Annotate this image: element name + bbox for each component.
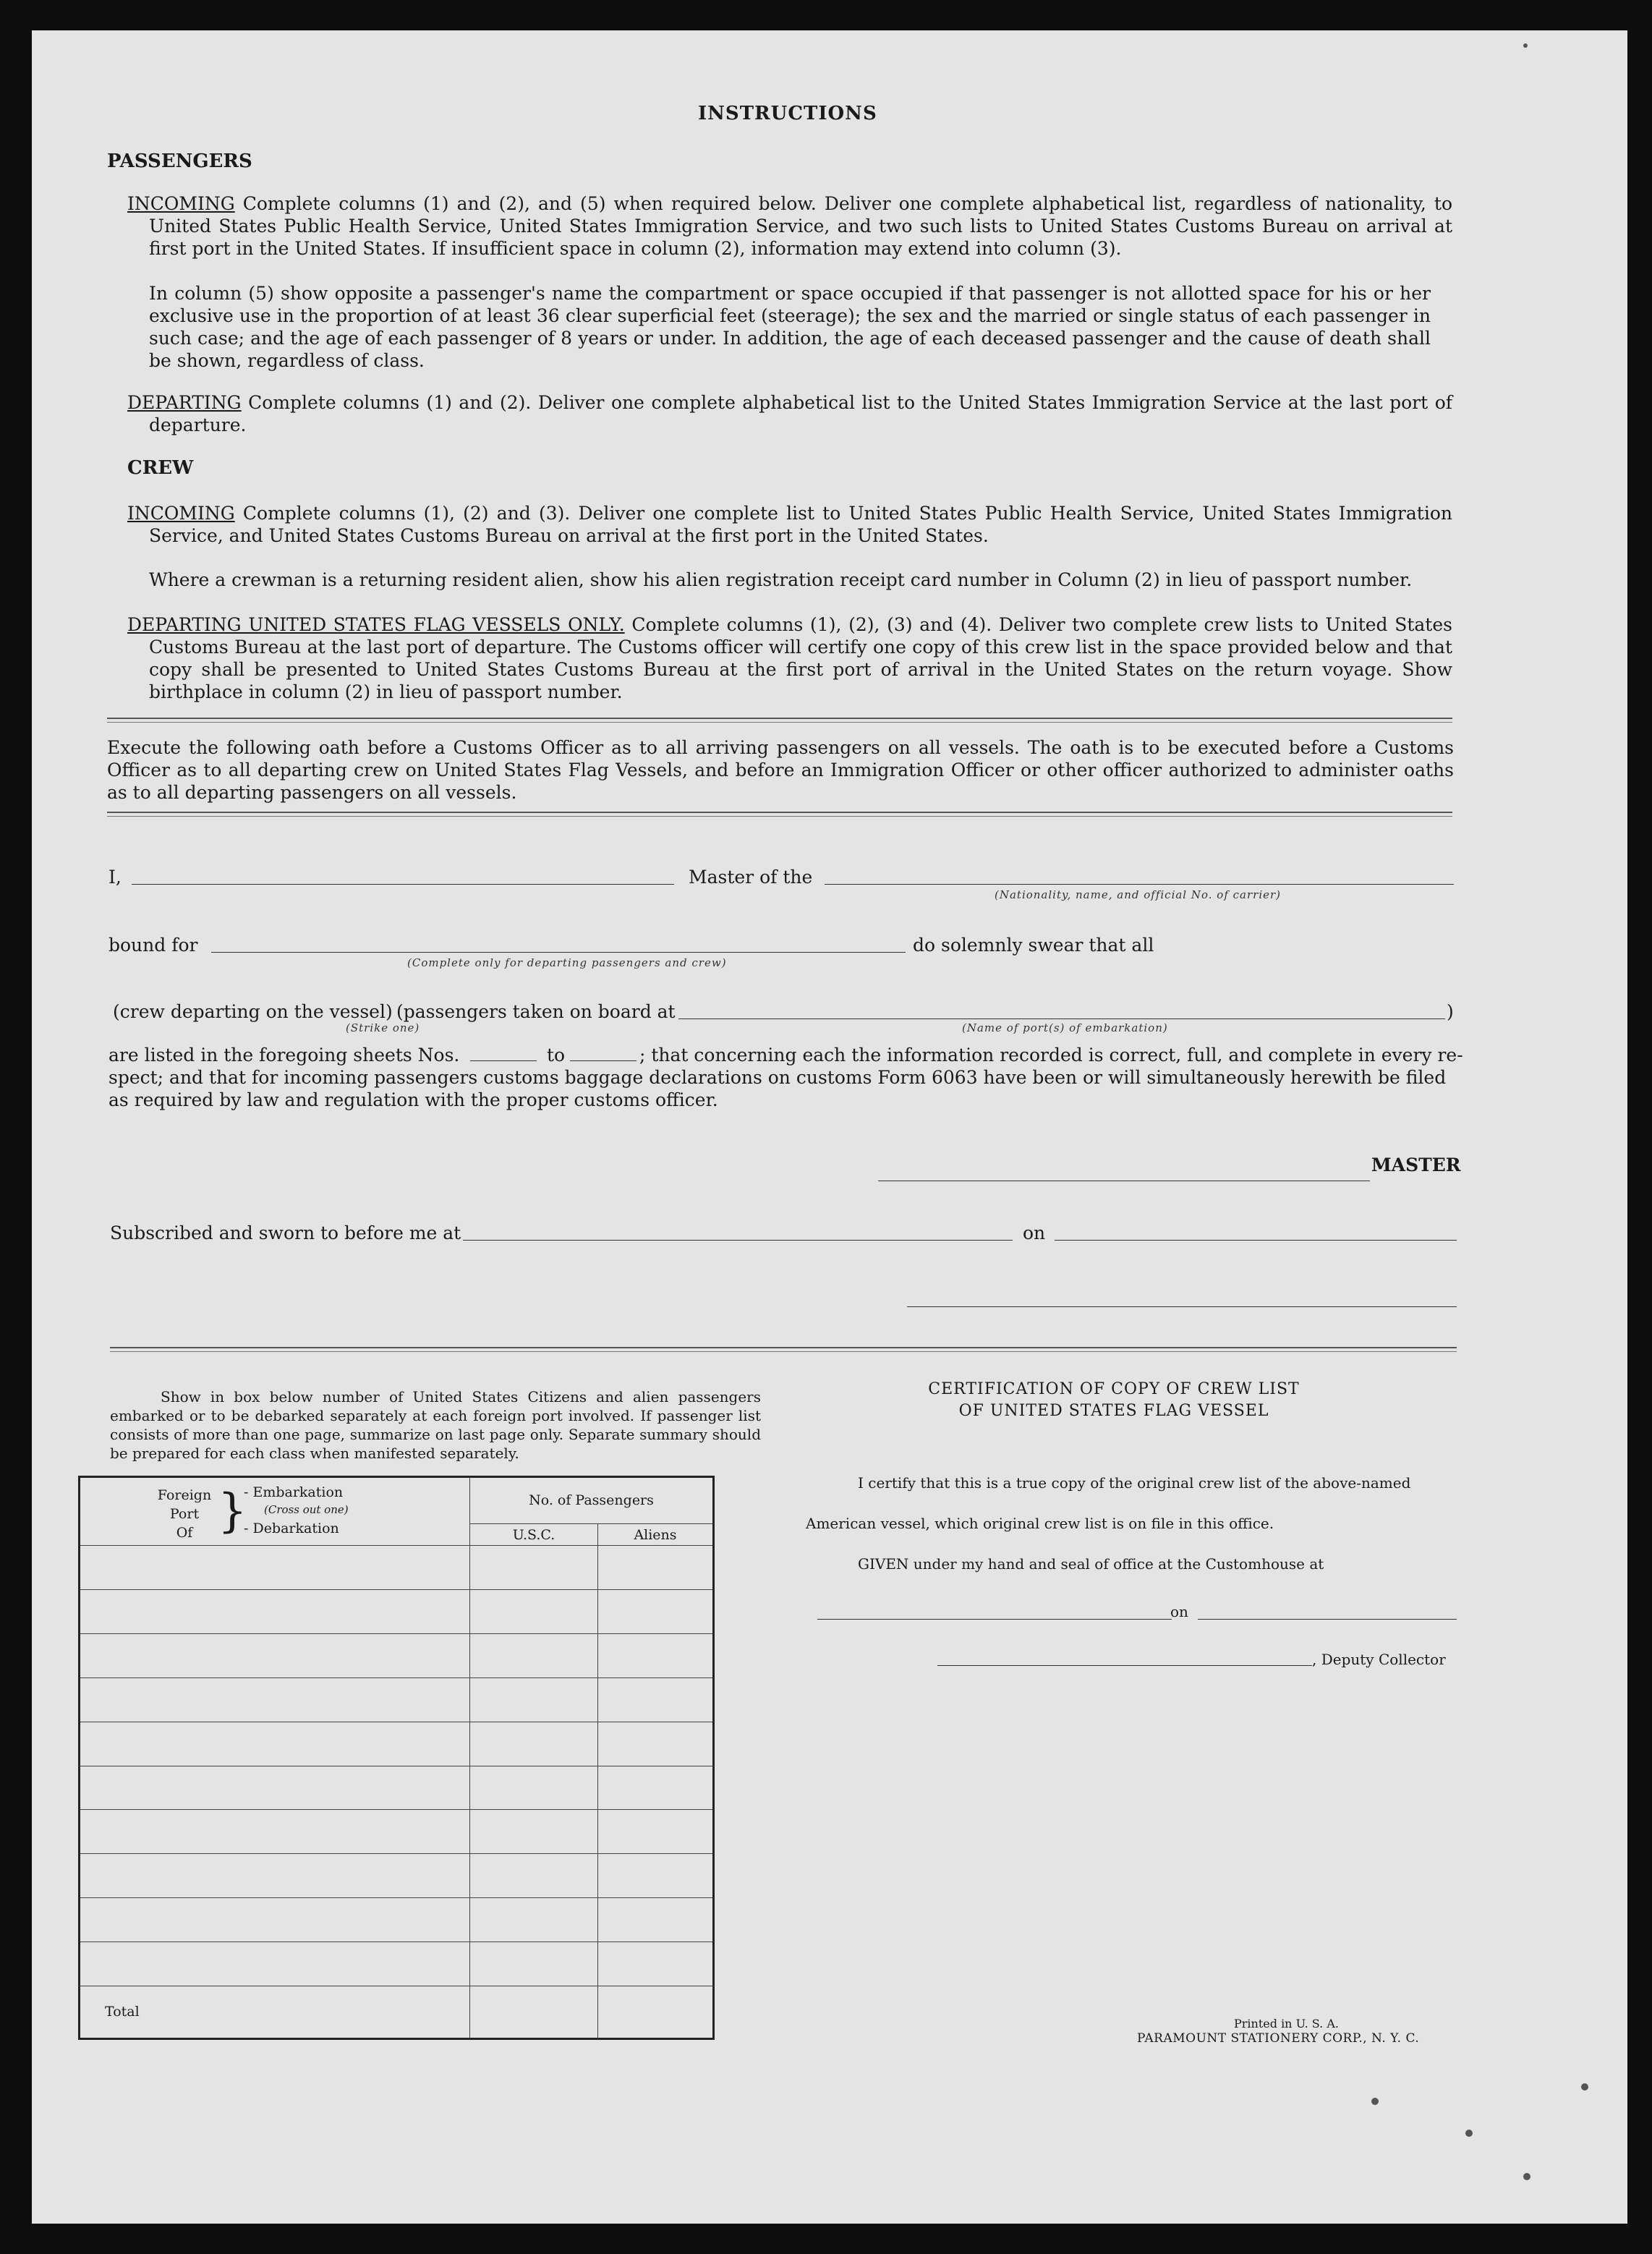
usc-cell[interactable] (470, 1590, 598, 1634)
embarkation-ports-field[interactable] (678, 1018, 1445, 1019)
divider (110, 1347, 1457, 1348)
customhouse-field[interactable] (817, 1619, 1172, 1620)
crewman-instruction: Where a crewman is a returning resident alien, show his alien registration receipt card number in Column (2) in lieu of passport number. (149, 569, 1413, 590)
summary-instruction: Show in box below number of United States Citizens and alien passengers embarked or to be debarked separately at each foreign port involved. If passenger list consists of more than one page, summarize on last page only. Separate summary should be prepared for each class when manifested separately. (110, 1388, 761, 1462)
scan-speck (1371, 2098, 1379, 2105)
table-row[interactable] (80, 1810, 470, 1854)
departing-lead: DEPARTING (127, 392, 242, 413)
scan-speck (1523, 2173, 1530, 2180)
table-row[interactable] (80, 1634, 470, 1678)
incoming-lead: INCOMING (127, 193, 235, 214)
listed-rest-line3: as required by law and regulation with the proper customs officer. (108, 1089, 718, 1110)
sheet-from-field[interactable] (470, 1060, 537, 1061)
close-paren: ) (1447, 1001, 1454, 1022)
certify-line-1: I certify that this is a true copy of the original crew list of the above-named (858, 1474, 1411, 1492)
bound-for-label: bound for (108, 935, 198, 956)
divider (107, 812, 1452, 813)
carrier-hint: (Nationality, name, and official No. of carrier) (995, 888, 1282, 901)
of-word: Of (176, 1524, 193, 1541)
debarkation-label: - Debarkation (244, 1520, 339, 1536)
oath-i-label: I, (108, 867, 122, 888)
usc-cell[interactable] (470, 1854, 598, 1898)
scan-speck (1465, 2130, 1473, 2137)
aliens-header: Aliens (598, 1523, 714, 1545)
total-usc-cell[interactable] (470, 1986, 598, 2038)
aliens-cell[interactable] (598, 1898, 714, 1942)
deputy-collector-label: , Deputy Collector (1312, 1651, 1446, 1668)
sworn-place-field[interactable] (463, 1240, 1013, 1241)
usc-cell[interactable] (470, 1634, 598, 1678)
column5-instruction: In column (5) show opposite a passenger's name the compartment or space occupied if that passenger is not allotted space for his or her exclusive use in the proportion of at least 36 clear superficial feet (steerage); the sex and the married or single status of each passenger in such case; and the age of each passenger of 8 years or under. In addition, the age of each deceased passenger and the cause of death shall be shown, regardless of class. (149, 283, 1431, 371)
port-word: Port (169, 1505, 200, 1522)
sworn-date-field[interactable] (1055, 1240, 1457, 1241)
scan-speck (1523, 43, 1528, 48)
total-label: Total (80, 1986, 470, 2038)
table-row[interactable] (80, 1677, 470, 1722)
aliens-cell[interactable] (598, 1590, 714, 1634)
divider (107, 816, 1452, 817)
table-row[interactable] (80, 1590, 470, 1634)
listed-start: are listed in the foregoing sheets Nos. (108, 1045, 460, 1066)
crew-departing-text: Complete columns (1), (2), (3) and (4). Deliver two complete crew lists to United States Customs Bureau at the last port of departure. The Customs officer will certify one copy of this crew list in the space provided below and that copy shall be presented to United States Customs Bureau at the first port of arrival in the United States on the return voyage. Show birthplace in column (2) in lieu of passport number. (149, 614, 1452, 702)
usc-cell[interactable] (470, 1722, 598, 1766)
deputy-signature-field[interactable] (937, 1665, 1312, 1666)
aliens-cell[interactable] (598, 1722, 714, 1766)
passenger-summary-table (78, 1476, 715, 2040)
table-row[interactable] (80, 1766, 470, 1810)
bound-for-field[interactable] (211, 952, 906, 953)
aliens-cell[interactable] (598, 1942, 714, 1986)
usc-cell[interactable] (470, 1898, 598, 1942)
no-of-passengers-header: No. of Passengers (470, 1477, 714, 1524)
listed-rest-line1: ; that concerning each the information recorded is correct, full, and complete in every re- (639, 1045, 1463, 1066)
total-aliens-cell[interactable] (598, 1986, 714, 2038)
crew-departing-instruction (127, 613, 1452, 703)
usc-cell[interactable] (470, 1942, 598, 1986)
usc-cell[interactable] (470, 1810, 598, 1854)
printer-imprint: PARAMOUNT STATIONERY CORP., N. Y. C. (1137, 2031, 1420, 2046)
aliens-cell[interactable] (598, 1854, 714, 1898)
ports-hint: (Name of port(s) of embarkation) (962, 1021, 1168, 1034)
passengers-departing-instruction (127, 391, 1452, 436)
divider (107, 722, 1452, 723)
subscribed-label: Subscribed and sworn to before me at (110, 1222, 461, 1243)
table-row[interactable] (80, 1898, 470, 1942)
oath-instruction: Execute the following oath before a Customs Officer as to all arriving passengers on all vessels. The oath is to be executed before a Customs Officer as to all departing crew on United States Flag Vessels, and before an Immigration Officer or other officer authorized to administer oaths as to all departing passengers on all vessels. (107, 737, 1454, 803)
listed-rest-line2: spect; and that for incoming passengers customs baggage declarations on customs Form 6063 have been or will simultaneously herewith be filed (108, 1067, 1447, 1088)
aliens-cell[interactable] (598, 1766, 714, 1810)
strike-one-hint: (Strike one) (346, 1021, 420, 1034)
table-row[interactable] (80, 1854, 470, 1898)
to-label: to (547, 1045, 566, 1066)
usc-header: U.S.C. (470, 1523, 598, 1545)
usc-cell[interactable] (470, 1766, 598, 1810)
certification-heading-1: CERTIFICATION OF COPY OF CREW LIST (928, 1380, 1300, 1398)
aliens-cell[interactable] (598, 1546, 714, 1590)
sheet-to-field[interactable] (570, 1060, 636, 1061)
crew-incoming-instruction (127, 502, 1452, 547)
passengers-incoming-instruction (127, 192, 1452, 260)
passengers-taken-option: (passengers taken on board at (396, 1001, 676, 1022)
passengers-heading: PASSENGERS (107, 150, 252, 172)
crew-departing-option: (crew departing on the vessel) (113, 1001, 393, 1022)
crew-incoming-text: Complete columns (1), (2) and (3). Deliver one complete list to United States Public Health Service, United States Immigration Service, and United States Customs Bureau on arrival at the first port in the United States. (149, 503, 1452, 546)
aliens-cell[interactable] (598, 1634, 714, 1678)
officer-signature-field[interactable] (907, 1306, 1457, 1307)
certification-heading-2: OF UNITED STATES FLAG VESSEL (958, 1402, 1269, 1420)
aliens-cell[interactable] (598, 1810, 714, 1854)
printed-in-usa: Printed in U. S. A. (1234, 2017, 1339, 2030)
port-header-cell (80, 1477, 470, 1546)
certification-date-field[interactable] (1198, 1619, 1457, 1620)
scan-speck (1581, 2083, 1588, 2091)
certification-on-label: on (1170, 1603, 1188, 1620)
given-line: GIVEN under my hand and seal of office at the Customhouse at (858, 1555, 1324, 1573)
table-row[interactable] (80, 1722, 470, 1766)
incoming-text: Complete columns (1) and (2), and (5) when required below. Deliver one complete alphabetical list, regardless of nationality, to United States Public Health Service, United States Immigration Service, and two such lists to United States Customs Bureau on arrival at first port in the United States. If insufficient space in column (2), information may extend into column (3). (149, 193, 1452, 259)
master-label: MASTER (1371, 1154, 1461, 1175)
master-name-field[interactable] (132, 884, 674, 885)
sworn-on-label: on (1023, 1222, 1046, 1243)
bound-for-hint: (Complete only for departing passengers and crew) (407, 956, 727, 969)
crew-departing-lead: DEPARTING UNITED STATES FLAG VESSELS ONLY. (127, 614, 625, 635)
table-row[interactable] (80, 1546, 470, 1590)
master-of-the-label: Master of the (689, 867, 813, 888)
foreign-port-of-label (156, 1486, 213, 1542)
solemnly-swear-text: do solemnly swear that all (913, 935, 1154, 956)
certify-line-2: American vessel, which original crew list is on file in this office. (806, 1515, 1274, 1532)
table-row[interactable] (80, 1942, 470, 1986)
embarkation-label: - Embarkation (244, 1484, 344, 1500)
usc-cell[interactable] (470, 1677, 598, 1722)
divider (107, 718, 1452, 719)
foreign-word: Foreign (157, 1487, 212, 1503)
aliens-cell[interactable] (598, 1677, 714, 1722)
cross-out-hint: (Cross out one) (264, 1502, 349, 1516)
brace-icon: } (218, 1484, 247, 1538)
crew-heading: CREW (127, 457, 194, 479)
usc-cell[interactable] (470, 1546, 598, 1590)
carrier-field[interactable] (825, 884, 1454, 885)
page-title: INSTRUCTIONS (698, 103, 877, 124)
divider (110, 1351, 1457, 1352)
departing-text: Complete columns (1) and (2). Deliver one complete alphabetical list to the United States Immigration Service at the last port of departure. (149, 392, 1452, 435)
crew-incoming-lead: INCOMING (127, 503, 235, 524)
